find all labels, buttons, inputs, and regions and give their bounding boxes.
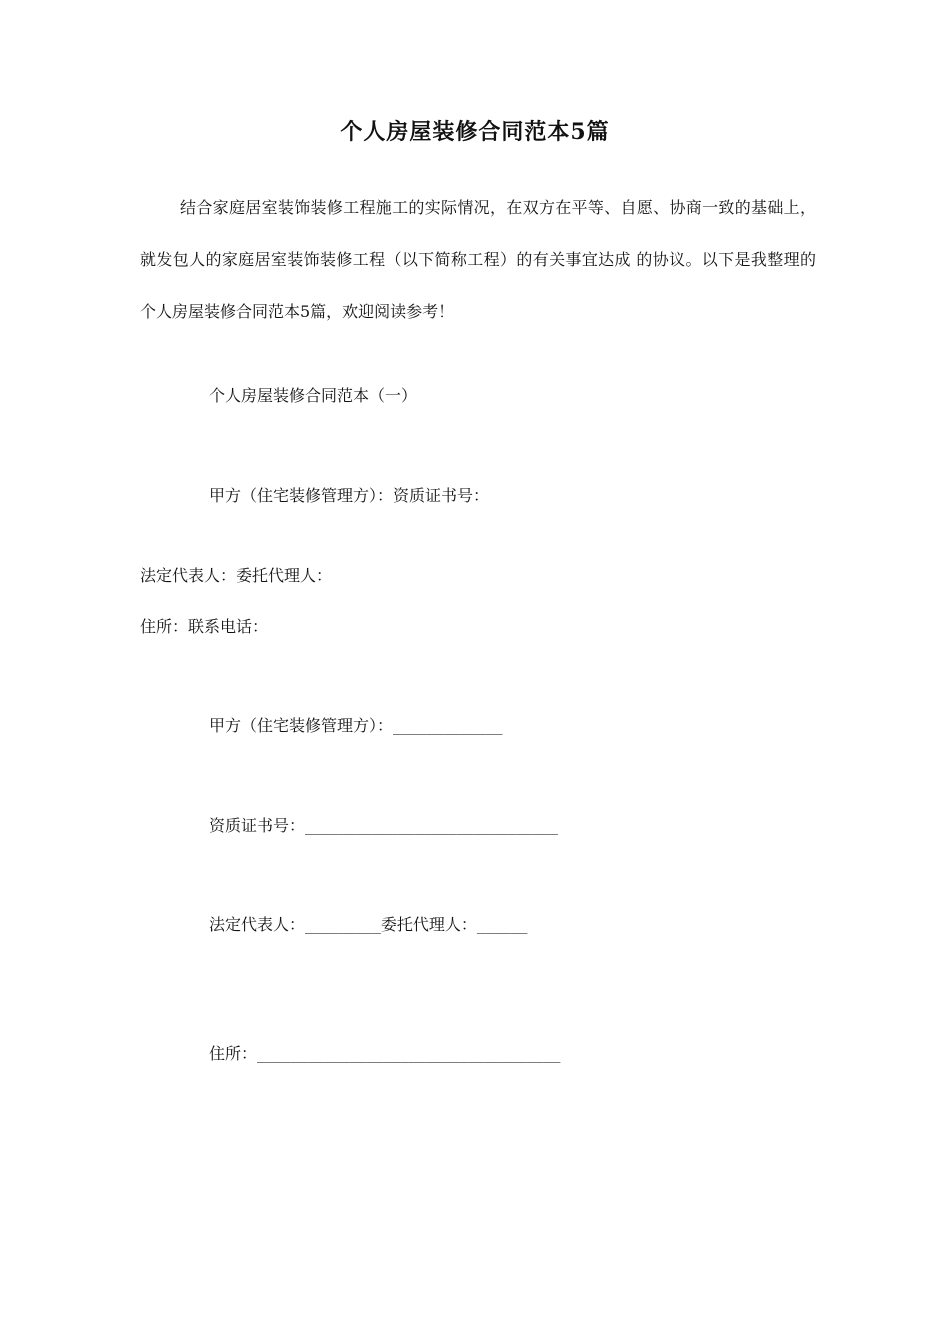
form-cert-blank: ______________________________: [305, 819, 558, 835]
form-agent-blank: ______: [476, 918, 528, 934]
form-party-a-blank: _____________: [393, 719, 503, 735]
form-cert-label: 资质证书号：: [209, 816, 306, 835]
form-address-row: [209, 1041, 560, 1068]
form-legal-rep-row: [209, 912, 527, 939]
legal-rep-line: 法定代表人：委托代理人：: [140, 566, 333, 585]
form-party-a-label: 甲方（住宅装修管理方）：: [209, 716, 394, 735]
form-legal-rep-label: 法定代表人：: [209, 915, 306, 934]
form-address-label: 住所：: [209, 1044, 258, 1063]
form-party-a-row: [209, 713, 503, 740]
address-line: 住所：联系电话：: [140, 617, 269, 636]
party-a-line: 甲方（住宅装修管理方）：资质证书号：: [209, 486, 490, 505]
form-address-blank: ____________________________________: [257, 1047, 561, 1063]
section-heading: 个人房屋装修合同范本（一）: [209, 386, 418, 405]
form-legal-rep-blank: _________: [305, 918, 381, 934]
intro-paragraph: 结合家庭居室装饰装修工程施工的实际情况，在双方在平等、自愿、协商一致的基础上，就发包人的家庭居室装饰装修工程（以下简称工程）的有关事宜达成 的协议。以下是我整理的个人房屋装修合同范本5篇，欢迎阅读参考！: [140, 198, 816, 321]
form-cert-row: [209, 813, 558, 840]
form-agent-label: 委托代理人：: [380, 915, 477, 934]
document-title: 个人房屋装修合同范本5篇: [340, 119, 610, 145]
